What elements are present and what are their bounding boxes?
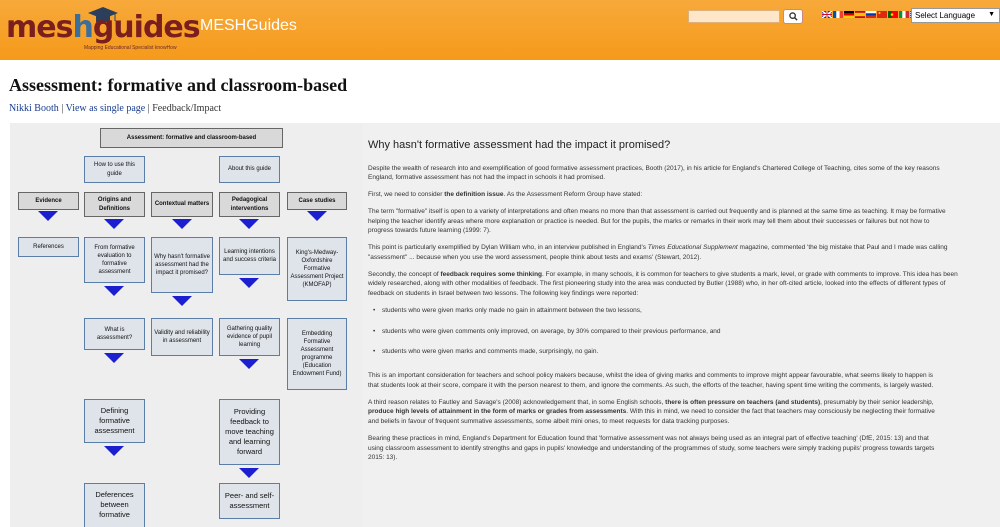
node-why-hasnt[interactable]: Why hasn't formative assessment had the impact it promised? [151, 237, 213, 293]
arrow-providing [239, 468, 259, 478]
search-button[interactable] [783, 9, 803, 24]
arrow-contextual [172, 219, 192, 229]
node-validity[interactable]: Validity and reliability in assessment [151, 318, 213, 356]
paragraph: A third reason relates to Fautley and Savage's (2008) acknowledgement that, in some English schools, there is often pressure on teachers (and students), presumably by their senior leadership, produce high levels of attainment in the form of marks or grades from assessments. With this in mind, we need to consider the fact that teachers may consciously be neglecting their formative and beliefs in favour of frequent summative assessments, some albeit mini ones, to meet requests for data tracking purposes. [368, 398, 935, 425]
logo-tagline: Mapping Educational Specialist knowHow [84, 45, 177, 51]
guide-map-diagram [10, 123, 363, 527]
breadcrumb: Nikki Booth | View as single page | Feedback/Impact [9, 103, 222, 114]
node-how-to-use[interactable]: How to use this guide [84, 156, 145, 183]
portuguese-flag-icon[interactable] [888, 11, 898, 18]
arrow-defining [104, 446, 124, 456]
article-heading: Why hasn't formative assessment had the impact it promised? [368, 139, 671, 151]
paragraph: First, we need to consider the definition issue. As the Assessment Reform Group have stated: [368, 191, 643, 198]
author-link[interactable]: Nikki Booth [9, 103, 59, 114]
node-peer[interactable]: Peer- and self-assessment [219, 483, 280, 519]
search-input[interactable] [688, 10, 780, 23]
article-panel [363, 123, 1000, 527]
node-embedding[interactable]: Embedding Formative Assessment programme (Education Endowment Fund) [287, 318, 347, 390]
french-flag-icon[interactable] [833, 11, 843, 18]
node-about[interactable]: About this guide [219, 156, 280, 183]
arrow-pedagogical [239, 219, 259, 229]
arrow-origins [104, 219, 124, 229]
list-item: • students who were given marks only made no gain in attainment between the two lessons, [368, 306, 1000, 316]
node-references[interactable]: References [18, 237, 79, 257]
italian-flag-icon[interactable] [899, 11, 909, 18]
arrow-what-is [104, 353, 124, 363]
english-flag-icon[interactable] [822, 11, 832, 18]
list-item: • students who were given comments only improved, on average, by 30% compared to their previous performance, and [368, 327, 1000, 337]
meshguides-logo[interactable] [6, 10, 200, 56]
site-header [0, 0, 1000, 60]
paragraph: Bearing these practices in mind, England's Department for Education found that 'formative assessment was not always being used as an integral part of effective teaching' (DfE, 2015: 13) and that using classroom assessment to identify strengths and gaps in pupils' knowledge and understanding of the programmes of study, some teachers were simply tracking pupils' progress towards targets 2015: 13). [368, 434, 935, 462]
feedback-link[interactable]: Feedback/Impact [152, 103, 222, 114]
node-contextual[interactable]: Contextual matters [151, 192, 213, 217]
node-learning-intentions[interactable]: Learning intentions and success criteria [219, 237, 280, 275]
chinese-flag-icon[interactable] [877, 11, 887, 18]
arrow-learning-intentions [239, 278, 259, 288]
node-origins[interactable]: Origins and Definitions [84, 192, 145, 217]
node-evidence[interactable]: Evidence [18, 192, 79, 210]
findings-list [368, 306, 1000, 357]
arrow-from-formative [104, 286, 124, 296]
paragraph: Despite the wealth of research into and exemplification of good formative assessment practices, Booth (2017), in his article for England's Chartered College of Teaching, cites some of the key reasons England, formative assessment has not had the impact in schools it had promised. [368, 164, 940, 182]
node-root[interactable]: Assessment: formative and classroom-based [100, 128, 283, 148]
page-title: Assessment: formative and classroom-based [9, 75, 348, 95]
russian-flag-icon[interactable] [866, 11, 876, 18]
spanish-flag-icon[interactable] [855, 11, 865, 18]
node-defining[interactable]: Defining formative assessment [84, 399, 145, 443]
arrow-case-studies [307, 211, 327, 221]
node-what-is[interactable]: What is assessment? [84, 318, 145, 350]
chevron-down-icon: ▼ [988, 11, 995, 18]
quote-paragraph: The term "formative" itself is open to a variety of interpretations and often means no more than that assessment is carried out frequently and is planned at the same time as teaching. It may be formative helping the teacher identify areas where more explanation or practice is needed. But for the pupils, the marks or remarks in their work may tell them about their successes or failures but not how to progress towards future learning (1999: 7). [368, 207, 946, 235]
arrow-gathering [239, 359, 259, 369]
german-flag-icon[interactable] [844, 11, 854, 18]
search-icon [789, 12, 798, 21]
node-from-formative[interactable]: From formative evaluation to formative assessment [84, 237, 145, 283]
list-item: • students who were given marks and comments made, surprisingly, no gain. [368, 347, 1000, 357]
node-pedagogical[interactable]: Pedagogical interventions [219, 192, 280, 217]
node-case-studies[interactable]: Case studies [287, 192, 347, 210]
node-kmofap[interactable]: King's-Medway-Oxfordshire Formative Assessment Project (KMOFAP) [287, 237, 347, 301]
single-page-link[interactable]: View as single page [65, 103, 146, 114]
paragraph: This is an important consideration for teachers and school policy makers because, whilst the idea of giving marks and comments to improve might appear favourable, what seems likely to happen is that students look at their score, compare it with the person nearest to them, and ignore the comments. As such, the efforts of the teacher, having spent time writing the comments, is largely wasted. [368, 372, 934, 389]
logo-wordmark: meshguides [6, 10, 200, 45]
node-providing[interactable]: Providing feedback to move teaching and learning forward [219, 399, 280, 465]
site-title[interactable]: MESHGuides [200, 17, 297, 34]
node-gathering[interactable]: Gathering quality evidence of pupil learning [219, 318, 280, 356]
paragraph: This point is particularly exemplified by Dylan William who, in an interview published in England's Times Educational Supplement magazine, commented 'the big mistake that Paul and I made was calling "assessment" ... because when you use the word assessment, people think about tests and exams' (Stewart, 2012). [368, 244, 948, 261]
node-deferences[interactable]: Deferences between formative [84, 483, 145, 527]
arrow-why-hasnt [172, 296, 192, 306]
paragraph: Secondly, the concept of feedback requires some thinking. For example, in many schools, it is common for teachers to give students a mark, level, or grade with comments to improve. This idea has been widely researched, along with other modalities of feedback. The first pioneering study into the area was conducted by Butler (1988) who, in her oft-cited article, looked into the effects of different types of feedback on students in Israel between two lessons. The following key findings were reported: [368, 270, 958, 297]
language-select[interactable]: Select Language ▼ [911, 8, 1000, 23]
arrow-evidence [38, 211, 58, 221]
